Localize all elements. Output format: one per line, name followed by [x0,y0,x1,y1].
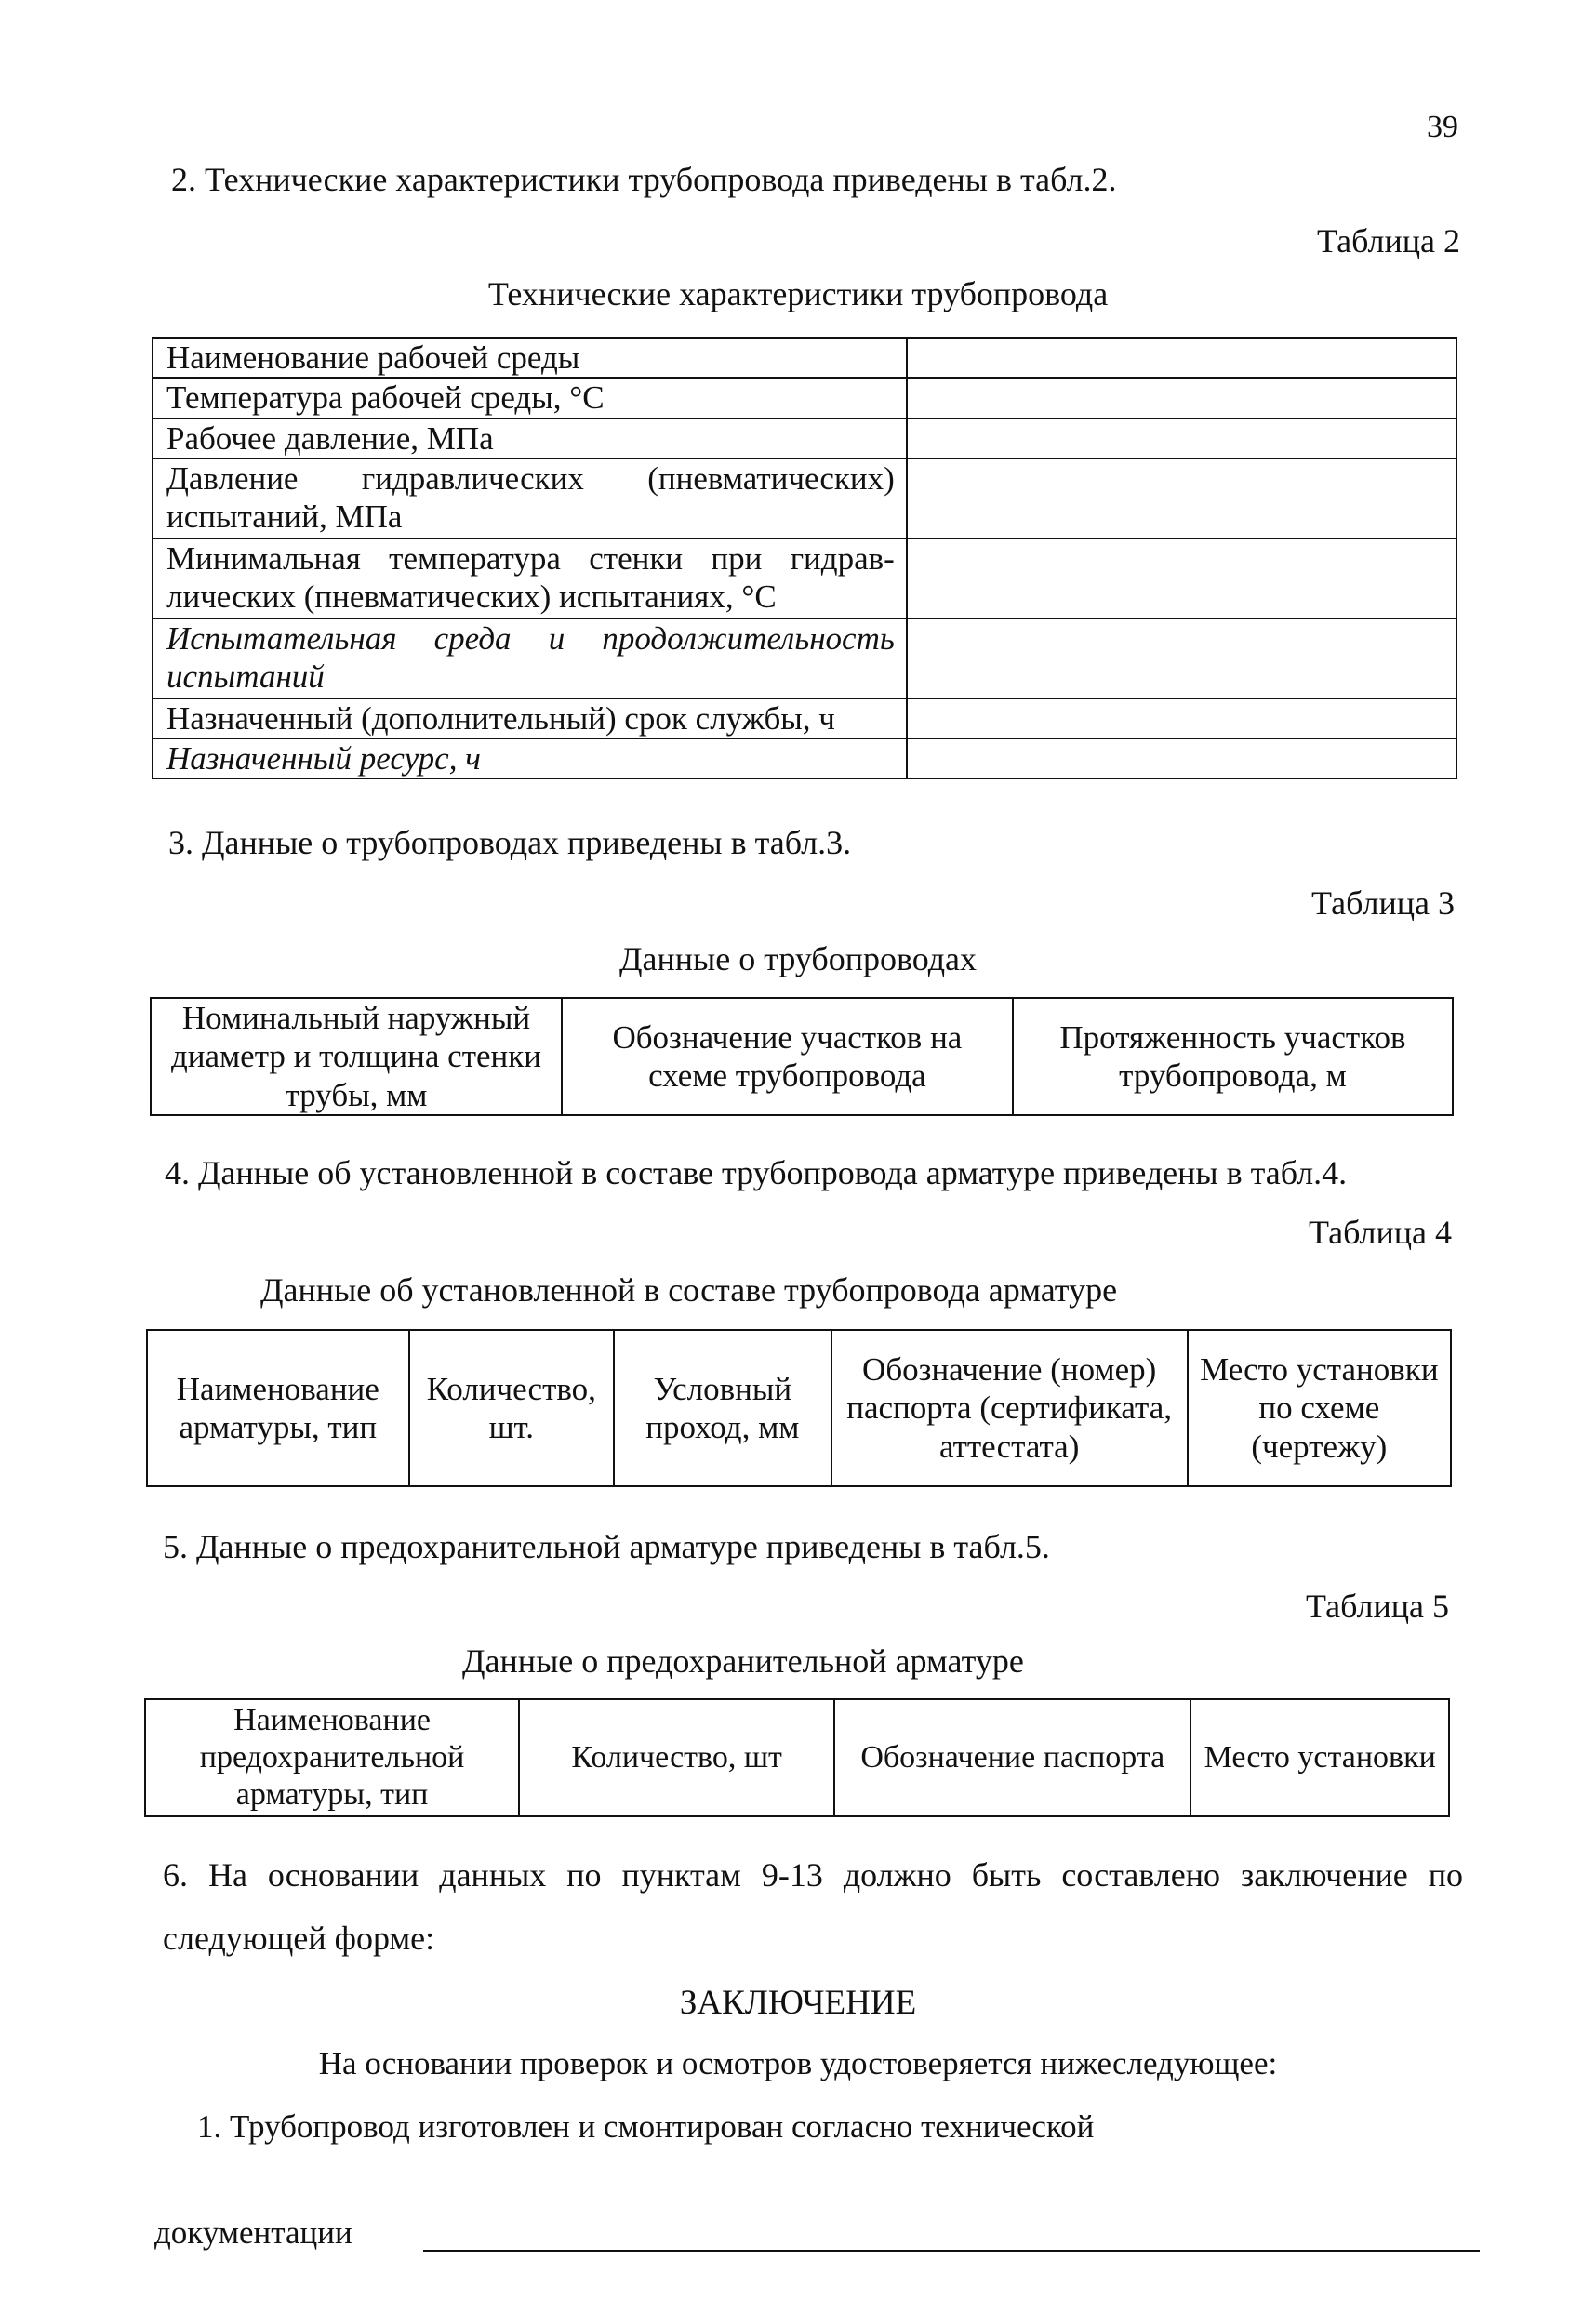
table-cell-value [907,378,1456,418]
table-cell-label: Наименование рабочей среды [153,338,907,378]
page-number: 39 [1427,110,1458,144]
table-5-caption: Таблица 5 [1306,1588,1449,1625]
table-5 [144,1698,1450,1817]
table-3-title: Данные о трубопроводах [618,940,978,977]
table-row [153,419,1456,459]
table-cell-value [907,419,1456,459]
table-header-cell: Обозначение паспорта [834,1699,1190,1816]
table-header-cell: Номинальный наружный диаметр и толщина стенки трубы, мм [151,998,562,1115]
table-header-cell: Место установки [1190,1699,1449,1816]
table-cell-value [907,618,1456,698]
table-header-cell: Место установки по схеме (чертежу) [1188,1330,1451,1486]
table-row [153,338,1456,378]
table-4-title: Данные об установленной в составе трубопровода арматуре [260,1271,1118,1309]
table-header-row [145,1699,1449,1816]
table-header-cell: Обозначение (номер) паспорта (сертификата, аттестата) [831,1330,1188,1486]
item-4-text: 4. Данные об установленной в составе трубопровода арматуре приведены в табл.4. [165,1154,1348,1191]
table-2-title: Технические характеристики трубопровода [487,275,1109,312]
table-cell-value [907,459,1456,538]
table-2-caption: Таблица 2 [1317,222,1460,259]
table-cell-label: Назначенный ресурс, ч [153,738,907,778]
table-header-cell: Протяженность участков трубопровода, м [1013,998,1453,1115]
table-cell-value [907,738,1456,778]
table-cell-value [907,538,1456,618]
table-row [153,698,1456,738]
table-header-cell: Наименование арматуры, тип [147,1330,409,1486]
table-header-row [147,1330,1451,1486]
table-row [153,378,1456,418]
table-4 [146,1329,1452,1487]
table-header-cell: Обозначение участков на схеме трубопровода [562,998,1013,1115]
item-2-text: 2. Технические характеристики трубопровода приведены в табл.2. [171,161,1117,198]
table-cell-label: Давление гидравлических (пневматических) испытаний, МПа [153,459,907,538]
table-row [153,618,1456,698]
table-cell-value [907,338,1456,378]
fill-in-line [423,2250,1480,2252]
item-3-text: 3. Данные о трубопроводах приведены в табл.3. [168,824,852,861]
table-3 [150,997,1454,1116]
table-header-cell: Количество, шт. [409,1330,614,1486]
table-header-row [151,998,1453,1115]
table-cell-label: Испытательная среда и продолжительность испытаний [153,618,907,698]
table-row [153,538,1456,618]
table-header-cell: Наименование предохранительной арматуры, тип [145,1699,519,1816]
item-5-text: 5. Данные о предохранительной арматуре приведены в табл.5. [163,1528,1050,1565]
table-row [153,738,1456,778]
table-row [153,459,1456,538]
table-cell-label: Назначенный (дополнительный) срок службы, ч [153,698,907,738]
table-4-caption: Таблица 4 [1309,1214,1452,1251]
item-6-text-line2: следующей форме: [163,1920,435,1957]
table-cell-label: Температура рабочей среды, °С [153,378,907,418]
table-header-cell: Количество, шт [519,1699,834,1816]
table-cell-value [907,698,1456,738]
conclusion-point-1: 1. Трубопровод изготовлен и смонтирован согласно технической [197,2108,1095,2145]
table-header-cell: Условный проход, мм [614,1330,831,1486]
conclusion-intro: На основании проверок и осмотров удостоверяется нижеследующее: [318,2045,1278,2081]
table-cell-label: Минимальная температура стенки при гидрав-лических (пневматических) испытаниях, °С [153,538,907,618]
item-6-text-line1: 6. На основании данных по пунктам 9-13 должно быть составлено заключение по [163,1856,1463,1894]
table-3-caption: Таблица 3 [1311,884,1455,922]
table-cell-label: Рабочее давление, МПа [153,419,907,459]
conclusion-heading: ЗАКЛЮЧЕНИЕ [679,1984,917,2022]
table-2 [152,337,1457,779]
table-5-title: Данные о предохранительной арматуре [462,1642,1024,1680]
conclusion-point-1-continued: документации [154,2214,352,2251]
